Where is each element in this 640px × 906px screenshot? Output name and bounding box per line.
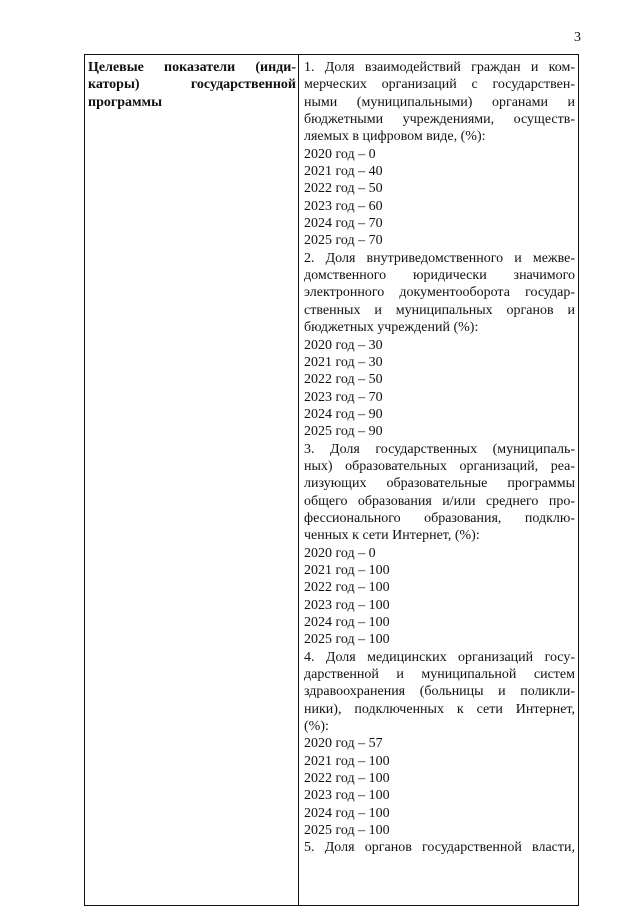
indicator-line: 2020 год – 57 <box>304 736 383 752</box>
indicator-line: 2021 год – 100 <box>304 753 390 769</box>
indicator-line: 2025 год – 100 <box>304 632 390 648</box>
indicator-line: 2022 год – 50 <box>304 181 383 197</box>
indicator-line: 5. Доля органов государственной власти, <box>304 840 575 856</box>
indicator-line: 3. Доля государственных (муниципаль- <box>304 441 575 457</box>
indicator-line: 4. Доля медицинских организаций госу- <box>304 649 575 665</box>
page-number: 3 <box>574 30 581 45</box>
indicator-line: ных) образовательных организаций, реа- <box>304 458 575 474</box>
indicator-line: 2025 год – 100 <box>304 823 390 839</box>
indicator-line: ственных и муниципальных органов и <box>304 302 575 318</box>
program-passport-table <box>84 54 579 906</box>
indicator-values-text <box>304 59 575 857</box>
indicator-line: домственного юридически значимого <box>304 268 575 284</box>
indicator-line: дарственной и муниципальной систем <box>304 667 575 683</box>
indicator-line: ляемых в цифровом виде, (%): <box>304 129 486 145</box>
indicator-heading-cell <box>85 55 299 906</box>
indicator-line: 2023 год – 100 <box>304 597 390 613</box>
indicator-line: 2. Доля внутриведомственного и межве- <box>304 250 575 266</box>
indicator-line: 2020 год – 30 <box>304 337 383 353</box>
indicator-line: фессионального образования, подклю- <box>304 510 575 526</box>
indicator-line: 2024 год – 90 <box>304 406 383 422</box>
indicator-line: (%): <box>304 719 329 735</box>
indicator-line: мерческих организаций с государствен- <box>304 77 575 93</box>
indicator-line: 2023 год – 100 <box>304 788 390 804</box>
indicator-heading <box>88 59 296 111</box>
indicator-line: 2020 год – 0 <box>304 146 376 162</box>
indicator-line: бюджетных учреждений (%): <box>304 320 479 336</box>
indicator-line: 2025 год – 90 <box>304 424 383 440</box>
heading-line: Целевые показатели (инди- <box>88 60 296 75</box>
indicator-line: ники), подключенных к сети Интернет, <box>304 701 575 717</box>
indicator-line: 2024 год – 100 <box>304 615 390 630</box>
indicator-line: ными (муниципальными) органами и <box>304 94 575 110</box>
indicator-line: электронного документооборота государ- <box>304 285 575 301</box>
indicator-line: бюджетными учреждениями, осуществ- <box>304 112 575 128</box>
indicator-line: общего образования и/или среднего про- <box>304 493 575 509</box>
indicator-line: здравоохранения (больницы и поликли- <box>304 684 575 700</box>
indicator-line: 2024 год – 100 <box>304 805 390 821</box>
indicator-line: лизующих образовательные программы <box>304 476 575 492</box>
indicator-line: 2021 год – 40 <box>304 164 383 180</box>
indicator-line: 2023 год – 60 <box>304 198 383 214</box>
heading-line: каторы) государственной <box>88 77 296 93</box>
indicator-line: 2020 год – 0 <box>304 545 376 561</box>
indicator-line: 2022 год – 100 <box>304 580 390 596</box>
indicator-line: 2021 год – 30 <box>304 354 383 370</box>
indicator-line: 2025 год – 70 <box>304 233 383 249</box>
indicator-line: 2024 год – 70 <box>304 216 383 232</box>
indicator-line: 1. Доля взаимодействий граждан и ком- <box>304 60 575 75</box>
indicator-line: ченных к сети Интернет, (%): <box>304 528 480 544</box>
heading-line: программы <box>88 94 162 110</box>
table-row <box>85 55 579 906</box>
indicator-line: 2021 год – 100 <box>304 562 390 578</box>
indicator-line: 2022 год – 100 <box>304 771 390 787</box>
indicator-values-cell <box>299 55 579 906</box>
indicator-line: 2022 год – 50 <box>304 372 383 388</box>
indicator-line: 2023 год – 70 <box>304 389 383 405</box>
